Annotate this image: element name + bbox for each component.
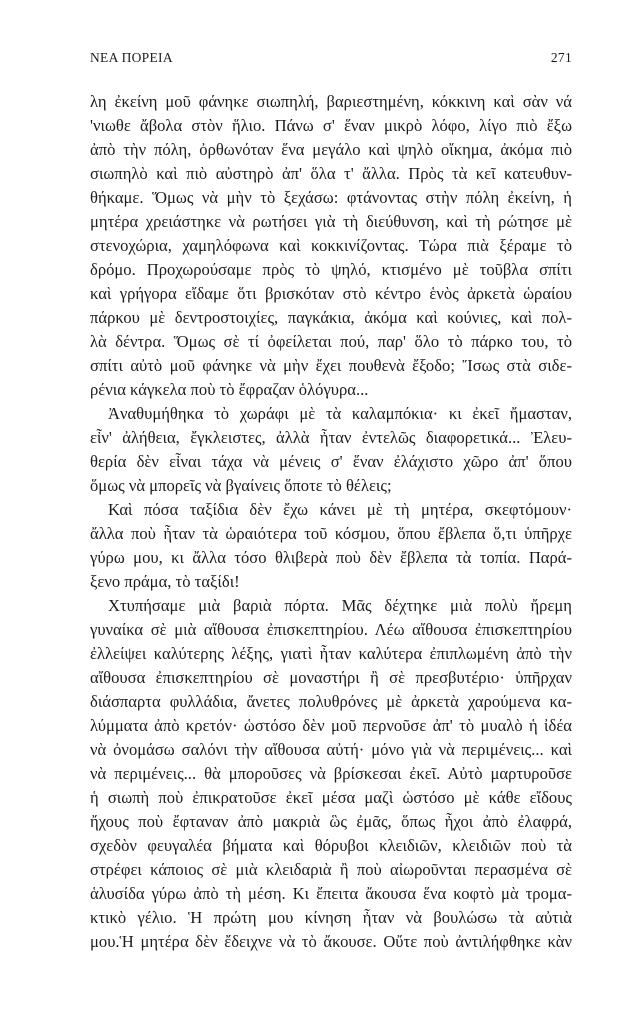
paragraph (90, 402, 572, 498)
text-line: πάρκου μὲ δεντροστοιχίες, παγκάκια, ἀκόμα καὶ κούνιες, καὶ πολ- (90, 308, 572, 327)
text-line: γύρω μου, κι ἄλλα τόσο θλιβερὰ ποὺ δὲν ἔβλεπα τὰ τοπία. Παρά- (90, 548, 572, 567)
text-line: στενοχώρια, χαμηλόφωνα καὶ κοκκινίζοντας. Τώρα πιὰ ξέραμε τὸ (90, 236, 572, 255)
text-line: αἴθουσα ἐπισκεπτηρίου σὲ μοναστήρι ἢ σὲ πρεσβυτέριο· ὑπῆρχαν (90, 668, 572, 687)
text-line: σχεδὸν φευγαλέα βήματα καὶ θόρυβοι κλειδιῶν, κλειδιῶν ποὺ τὰ (90, 836, 572, 855)
text-line: θερία δὲν εἶναι τάχα νὰ μένεις σ' ἕναν ἐλάχιστο χῶρο ἀπ' ὅπου (90, 452, 572, 471)
text-line: μου.Ἡ μητέρα δὲν ἔδειχνε νὰ τὸ ἄκουσε. Οὔτε ποὺ ἀντιλήφθηκε κὰν (90, 932, 572, 951)
text-line: Χτυπήσαμε μιὰ βαριὰ πόρτα. Μᾶς δέχτηκε μιὰ πολὺ ἤρεμη (108, 596, 572, 615)
text-line: λὰ δέντρα. Ὅμως σὲ τί ὀφείλεται πού, παρ' ὅλο τὸ πάρκο του, τὸ (90, 332, 572, 351)
body-text (90, 90, 572, 954)
text-line: στρέφει κάποιος σὲ μιὰ κλειδαριὰ ἢ ποὺ αἰωροῦνται περασμένα σὲ (90, 860, 572, 879)
text-line: θήκαμε. Ὅμως νὰ μὴν τὸ ξεχάσω: φτάνοντας στὴν πόλη ἐκείνη, ἡ (90, 188, 572, 207)
text-line: μητέρα χρειάστηκε νὰ ρωτήσει γιὰ τὴ διεύθυνση, καὶ τὴ ρώτησε μὲ (90, 212, 572, 231)
text-line: Καὶ πόσα ταξίδια δὲν ἔχω κάνει μὲ τὴ μητέρα, σκεφτόμουν· (108, 500, 572, 519)
paragraph (90, 90, 572, 402)
text-line: σπίτι αὐτὸ μοῦ φάνηκε νὰ μὴν ἔχει πουθενὰ ἔξοδο; Ἴσως στὰ σιδε- (90, 356, 572, 375)
text-line: λη ἐκείνη μοῦ φάνηκε σιωπηλή, βαριεστημένη, κόκκινη καὶ σὰν νά (90, 92, 572, 111)
text-line: νὰ ὀνομάσω σαλόνι τὴν αἴθουσα αὐτή· μόνο γιὰ νὰ περιμένεις... καὶ (90, 740, 572, 759)
text-line: ἄλλα ποὺ ἦταν τὰ ὡραιότερα τοῦ κόσμου, ὅπου ἔβλεπα ὅ,τι ὑπῆρχε (90, 524, 572, 543)
text-line: εἶν' ἀλήθεια, ἔγκλειστες, ἀλλὰ ἦταν ἐντελῶς διαφορετικά... Ἐλευ- (90, 428, 572, 447)
text-line: ἐλλείψει καλύτερης λέξης, γιατὶ ἦταν καλύτερα ἐπιπλωμένη ἀπὸ τὴν (90, 644, 572, 663)
paragraph (90, 498, 572, 594)
text-line: ξενο πράμα, τὸ ταξίδι! (90, 572, 240, 591)
text-line: γυναίκα σὲ μιὰ αἴθουσα ἐπισκεπτηρίου. Λέω αἴθουσα ἐπισκεπτηρίου (90, 620, 572, 639)
text-line: διάσπαρτα φυλλάδια, ἄνετες πολυθρόνες μὲ ἀρκετὰ χαρούμενα κα- (90, 692, 572, 711)
text-line: 'νιωθε ἄβολα στὸν ἥλιο. Πάνω σ' ἕναν μικρὸ λόφο, λίγο πιὸ ἔξω (90, 116, 572, 135)
text-line: δρόμο. Προχωρούσαμε πρὸς τὸ ψηλό, κτισμένο μὲ τοῦβλα σπίτι (90, 260, 572, 279)
text-line: ἤχους ποὺ ἔφταναν ἀπὸ μακριὰ ὣς ἐμᾶς, ὅπως ἦχοι ἀπὸ ἐλαφρά, (90, 812, 572, 831)
text-line: ρένια κάγκελα ποὺ τὸ ἔφραζαν ὁλόγυρα... (90, 380, 369, 399)
text-line: Ἀναθυμήθηκα τὸ χωράφι μὲ τὰ καλαμπόκια· κι ἐκεῖ ἤμασταν, (108, 404, 572, 423)
text-line: σιωπηλὸ καὶ πιὸ αὐστηρὸ ἀπ' ὅλα τ' ἄλλα. Πρὸς τὰ κεῖ κατευθυν- (90, 164, 572, 183)
paragraph (90, 594, 572, 954)
running-head (90, 50, 572, 66)
text-line: λύμματα ἀπὸ κρετόν· ὡστόσο δὲν μοῦ περνοῦσε ἀπ' τὸ μυαλὸ ἡ ἰδέα (90, 716, 572, 735)
book-title: ΝΕΑ ΠΟΡΕΙΑ (90, 50, 173, 65)
text-line: καὶ γρήγορα εἴδαμε ὅτι βρισκόταν στὸ κέντρο ἑνὸς ἀρκετὰ ὡραίου (90, 284, 572, 303)
text-line: ὅμως νὰ μπορεῖς νὰ βγαίνεις ὅποτε τὸ θέλεις; (90, 476, 392, 495)
page-number: 271 (550, 50, 572, 65)
text-line: ἀπὸ τὴν πόλη, ὀρθωνόταν ἕνα μεγάλο καὶ ψηλὸ οἴκημα, ἀκόμα πιὸ (90, 140, 572, 159)
text-line: ἡ σιωπὴ ποὺ ἐπικρατοῦσε ἐκεῖ μέσα μαζὶ ὡστόσο μὲ κάθε εἴδους (90, 788, 572, 807)
text-line: νὰ περιμένεις... θὰ μποροῦσες νὰ βρίσκεσαι ἐκεῖ. Αὐτὸ μαρτυροῦσε (90, 764, 572, 783)
text-line: ἁλυσίδα γύρω ἀπὸ τὴ μέση. Κι ἔπειτα ἄκουσα ἕνα κοφτὸ μὰ τρομα- (90, 884, 572, 903)
text-line: κτικὸ γέλιο. Ἡ πρώτη μου κίνηση ἦταν νὰ βουλώσω τὰ αὐτιὰ (90, 908, 572, 927)
